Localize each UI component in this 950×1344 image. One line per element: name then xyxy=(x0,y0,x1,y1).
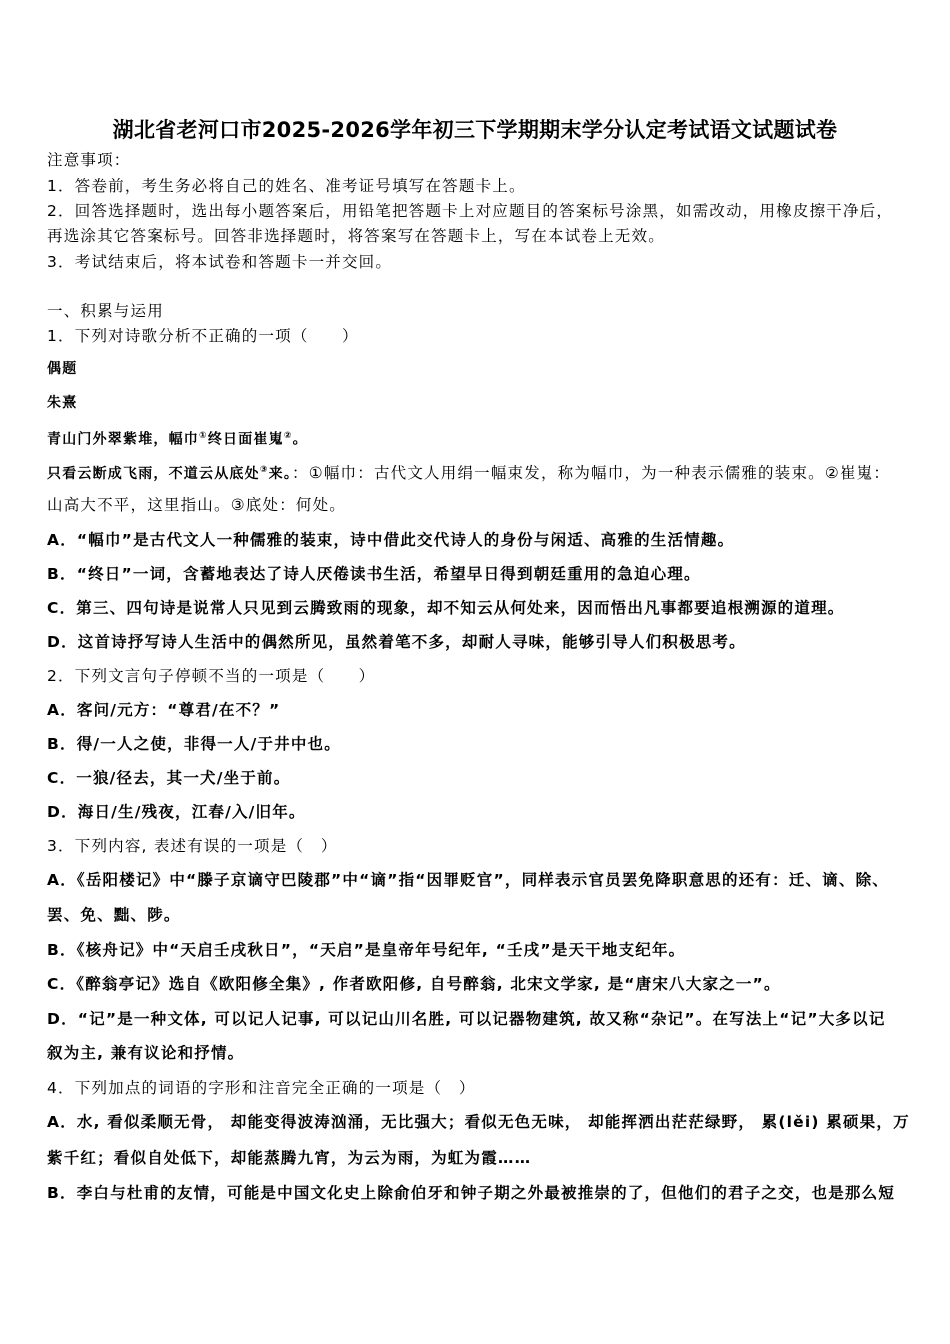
option: 罢、免、黜、陟。 xyxy=(47,906,181,924)
page-title: 湖北省老河口市2025-2026学年初三下学期期末学分认定考试语文试题试卷 xyxy=(112,118,838,142)
option: 紫千红；看似自处低下，却能蒸腾九宵，为云为雨，为虹为霞…… xyxy=(47,1149,532,1167)
option: 叙为主, 兼有议论和抒情。 xyxy=(47,1044,245,1062)
poem-line xyxy=(47,460,890,484)
option: B．《核舟记》中“天启壬戌秋日”，“天启”是皇帝年号纪年, “壬戌”是天干地支纪年。 xyxy=(47,941,686,959)
option: C．第三、四句诗是说常人只见到云腾致雨的现象，却不知云从何处来，因而悟出凡事都要追根溯源的道理。 xyxy=(47,599,845,617)
question-stem: 4．下列加点的词语的字形和注音完全正确的一项是（ ） xyxy=(47,1079,476,1097)
note-item: 3．考试结束后，将本试卷和答题卡一并交回。 xyxy=(47,253,393,271)
option: B．“终日”一词，含蓄地表达了诗人厌倦读书生活，希望早日得到朝廷重用的急迫心理。 xyxy=(47,565,701,583)
notes-heading: 注意事项： xyxy=(47,151,131,169)
note-item: 再选涂其它答案标号。回答非选择题时，将答案写在答题卡上，写在本试卷上无效。 xyxy=(47,227,665,245)
poem-line xyxy=(47,426,308,450)
poem-text: 青山门外翠紫堆，幅巾 xyxy=(47,431,199,448)
footnote-text: ：①幅巾：古代文人用绢一幅束发，称为幅巾，为一种表示儒雅的装束。②崔嵬： xyxy=(292,464,891,483)
option: A．客问/元方：“尊君/在不？” xyxy=(47,701,281,719)
option: B．得/一人之使，非得一人/于井中也。 xyxy=(47,735,341,753)
section-heading: 一、积累与运用 xyxy=(47,302,164,320)
footnote-text: 山高大不平，这里指山。③底处：何处。 xyxy=(47,496,346,514)
option: D．海日/生/残夜，江春/入/旧年。 xyxy=(47,803,306,821)
option: A．“幅巾”是古代文人一种儒雅的装束，诗中借此交代诗人的身份与闲适、高雅的生活情趣。 xyxy=(47,531,735,549)
footnote-mark: ① xyxy=(199,431,208,441)
option: D．这首诗抒写诗人生活中的偶然所见，虽然着笔不多，却耐人寻味，能够引导人们积极思考。 xyxy=(47,633,746,651)
poem-author: 朱熹 xyxy=(47,395,78,411)
footnote-mark: ③ xyxy=(259,465,269,475)
option: C．《醉翁亭记》选自《欧阳修全集》, 作者欧阳修, 自号醉翁, 北宋文学家, 是“唐宋八大家之一”。 xyxy=(47,975,781,993)
poem-text: 来。 xyxy=(268,466,293,483)
option: D．“记”是一种文体, 可以记人记事, 可以记山川名胜, 可以记器物建筑, 故又称“杂记”。在写法上“记”大多以记 xyxy=(47,1010,886,1028)
option: C．一狼/径去，其一犬/坐于前。 xyxy=(47,769,291,787)
question-stem: 1．下列对诗歌分析不正确的一项（ ） xyxy=(47,327,359,345)
poem-text: 只看云断成飞雨，不道云从底处 xyxy=(47,466,260,483)
option: A．《岳阳楼记》中“滕子京谪守巴陵郡”中“谪”指“因罪贬官”，同样表示官员罢免降职意思的还有：迁、谪、除、 xyxy=(47,871,889,889)
option: B．李白与杜甫的友情，可能是中国文化史上除俞伯牙和钟子期之外最被推崇的了，但他们的君子之交，也是那么短 xyxy=(47,1184,896,1202)
question-stem: 2．下列文言句子停顿不当的一项是（ ） xyxy=(47,667,376,685)
poem-text: 终日面崔嵬 xyxy=(207,431,284,448)
note-item: 2．回答选择题时，选出每小题答案后，用铅笔把答题卡上对应题目的答案标号涂黑，如需改动，用橡皮擦干净后， xyxy=(47,202,894,220)
poem-title: 偶题 xyxy=(47,361,78,377)
note-item: 1．答卷前，考生务必将自己的姓名、准考证号填写在答题卡上。 xyxy=(47,177,526,195)
footnote-mark: ② xyxy=(283,431,293,441)
poem-text: 。 xyxy=(292,431,308,448)
option: A．水, 看似柔顺无骨， 却能变得波涛汹涌，无比强大；看似无色无味， 却能挥洒出茫茫绿野， 累(lěi) 累硕果，万 xyxy=(47,1113,910,1131)
question-stem: 3．下列内容, 表述有误的一项是（ ） xyxy=(47,837,338,855)
